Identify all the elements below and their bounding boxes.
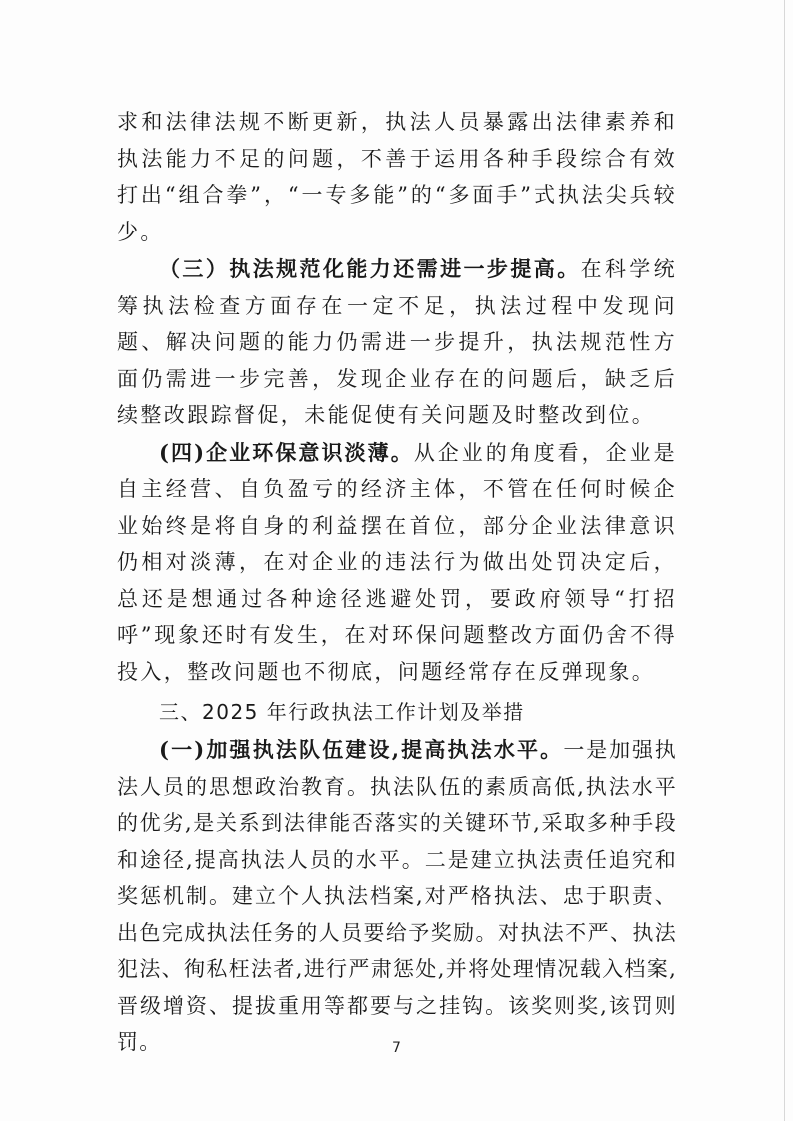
paragraph-team-building <box>117 732 677 1061</box>
paragraph-enforcement-standardization <box>117 251 677 434</box>
paragraph-text: 从企业的角度看，企业是自主经营、自负盈亏的经济主体，不管在任何时候企业始终是将自身的利益摆在首位，部分企业法律意识仍相对淡薄，在对企业的违法行为做出处罚决定后，总还是想通过各种途径逃避处罚，要政府领导“打招呼”现象还时有发生，在对环保问题整改方面仍舍不得投入，整改问题也不彻底，问题经常存在反弹现象。 <box>117 440 677 684</box>
section-heading: 三、2025 年行政执法工作计划及举措 <box>159 700 525 724</box>
paragraph-text: 一是加强执法人员的思想政治教育。执法队伍的素质高低,执法水平的优劣,是关系到法律能否落实的关键环节,采取多种手段和途径,提高执法人员的水平。二是建立执法责任追究和奖惩机制。建立个人执法档案,对严格执法、忠于职责、出色完成执法任务的人员要给予奖励。对执法不严、执法犯法、徇私枉法者,进行严肃惩处,并将处理情况载入档案,晋级增资、提拔重用等都要与之挂钩。该奖则奖,该罚则罚。 <box>117 738 678 1054</box>
document-body <box>117 104 677 1061</box>
paragraph-environmental-awareness <box>117 435 677 691</box>
paragraph-lead: (一)加强执法队伍建设,提高执法水平。 <box>159 737 564 762</box>
paragraph-lead: (四)企业环保意识淡薄。 <box>159 439 414 465</box>
paragraph-text: 求和法律法规不断更新，执法人员暴露出法律素养和执法能力不足的问题，不善于运用各种手段综合有效打出“组合拳”，“一专多能”的“多面手”式执法尖兵较少。 <box>117 110 677 244</box>
paragraph-continuation <box>117 104 677 250</box>
page-number: 7 <box>392 1040 401 1056</box>
scan-edge <box>784 0 785 1121</box>
paragraph-lead: （三）执法规范化能力还需进一步提高。 <box>159 256 581 281</box>
paragraph-text: 在科学统筹执法检查方面存在一定不足，执法过程中发现问题、解决问题的能力仍需进一步提升，执法规范性方面仍需进一步完善，发现企业存在的问题后，缺乏后续整改跟踪督促，未能促使有关问题及时整改到位。 <box>117 257 677 427</box>
